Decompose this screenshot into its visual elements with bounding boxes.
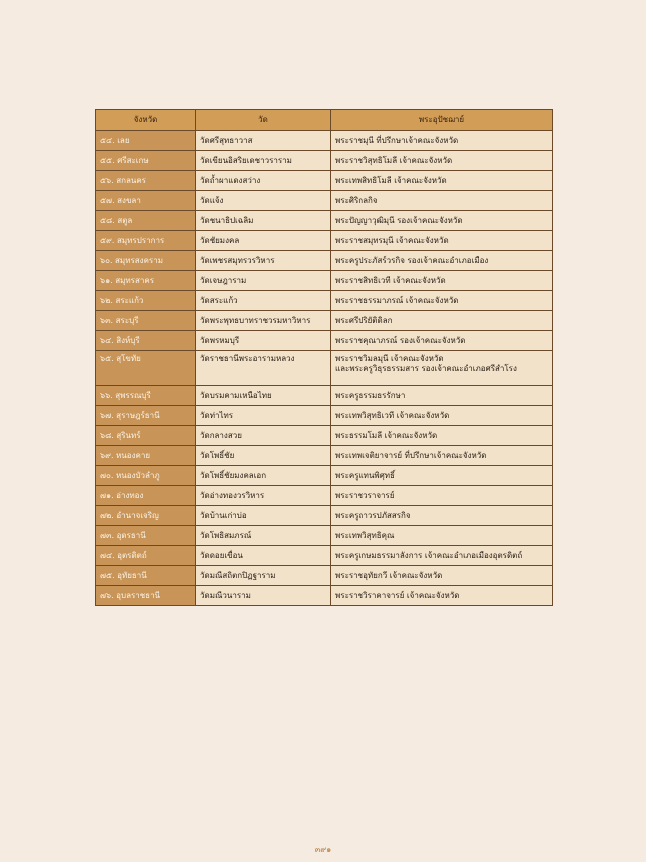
preceptor-line: พระราชมุนี ที่ปรึกษาเจ้าคณะจังหวัด bbox=[335, 135, 459, 145]
table-header-row bbox=[96, 110, 553, 131]
preceptor-line: พระเทพสิทธิโมลี เจ้าคณะจังหวัด bbox=[335, 175, 447, 185]
preceptor-cell bbox=[331, 466, 553, 486]
table-row bbox=[96, 231, 553, 251]
table-row bbox=[96, 426, 553, 446]
province-cell: ๗๐. หนองบัวลำภู bbox=[96, 466, 196, 486]
preceptor-cell bbox=[331, 506, 553, 526]
preceptor-cell bbox=[331, 406, 553, 426]
wat-cell: วัดท่าไทร bbox=[196, 406, 331, 426]
wat-cell: วัดมณีสถิตกปิฏฐาราม bbox=[196, 566, 331, 586]
province-cell: ๕๕. ศรีสะเกษ bbox=[96, 151, 196, 171]
province-cell: ๖๘. สุรินทร์ bbox=[96, 426, 196, 446]
wat-cell: วัดราชธานีพระอารามหลวง bbox=[196, 351, 331, 386]
table-row bbox=[96, 546, 553, 566]
province-cell: ๖๑. สมุทรสาคร bbox=[96, 271, 196, 291]
wat-cell: วัดดอยเขื่อน bbox=[196, 546, 331, 566]
preceptor-line: พระเทพวิสุทธิคุณ bbox=[335, 530, 395, 540]
header-province: จังหวัด bbox=[96, 110, 196, 131]
header-wat: วัด bbox=[196, 110, 331, 131]
table-row bbox=[96, 386, 553, 406]
preceptor-line: พระราชคุณาภรณ์ รองเจ้าคณะจังหวัด bbox=[335, 335, 466, 345]
table-row bbox=[96, 466, 553, 486]
province-cell: ๖๒. สระแก้ว bbox=[96, 291, 196, 311]
preceptor-cell bbox=[331, 446, 553, 466]
table-row bbox=[96, 271, 553, 291]
wat-cell: วัดเจษฎาราม bbox=[196, 271, 331, 291]
wat-cell: วัดโพธิสมภรณ์ bbox=[196, 526, 331, 546]
preceptor-line: พระราชอุทัยกวี เจ้าคณะจังหวัด bbox=[335, 570, 443, 580]
table-row bbox=[96, 311, 553, 331]
province-cell: ๖๕. สุโขทัย bbox=[96, 351, 196, 386]
table-row bbox=[96, 406, 553, 426]
preceptor-line: พระราชวิสุทธิโมลี เจ้าคณะจังหวัด bbox=[335, 155, 453, 165]
preceptor-line: พระศิริกลกิจ bbox=[335, 195, 378, 205]
table-row bbox=[96, 331, 553, 351]
wat-cell: วัดสระแก้ว bbox=[196, 291, 331, 311]
province-cell: ๗๔. อุตรดิตถ์ bbox=[96, 546, 196, 566]
table-row bbox=[96, 446, 553, 466]
province-cell: ๕๘. สตูล bbox=[96, 211, 196, 231]
preceptor-cell bbox=[331, 191, 553, 211]
preceptor-cell bbox=[331, 586, 553, 606]
preceptor-line: พระเทพเจติยาจารย์ ที่ปรึกษาเจ้าคณะจังหวัด bbox=[335, 450, 487, 460]
preceptor-line: พระครูธรรมธรรักษา bbox=[335, 390, 406, 400]
table-row bbox=[96, 211, 553, 231]
table-row bbox=[96, 291, 553, 311]
preceptor-line: พระราชวราจารย์ bbox=[335, 490, 395, 500]
province-cell: ๗๒. อำนาจเจริญ bbox=[96, 506, 196, 526]
wat-cell: วัดบรมคามเหนือไทย bbox=[196, 386, 331, 406]
preceptor-line: พระธรรมโมลี เจ้าคณะจังหวัด bbox=[335, 430, 438, 440]
table-row bbox=[96, 526, 553, 546]
preceptor-line: พระครูถาวรปภัสสรกิจ bbox=[335, 510, 411, 520]
wat-cell: วัดแจ้ง bbox=[196, 191, 331, 211]
wat-cell: วัดถ้ำผาแดงสว่าง bbox=[196, 171, 331, 191]
wat-cell: วัดโพธิ์ชัยมงคลเอก bbox=[196, 466, 331, 486]
wat-cell: วัดพรหมบุรี bbox=[196, 331, 331, 351]
table-row bbox=[96, 171, 553, 191]
province-cell: ๕๗. สงขลา bbox=[96, 191, 196, 211]
page-number: ๓๙๑ bbox=[314, 845, 332, 854]
province-cell: ๗๑. อ่างทอง bbox=[96, 486, 196, 506]
preceptor-cell bbox=[331, 151, 553, 171]
preceptor-line: พระครูเกษมธรรมาลังการ เจ้าคณะอำเภอเมืองอุตรดิตถ์ bbox=[335, 550, 523, 560]
header-preceptor: พระอุปัชฌาย์ bbox=[331, 110, 553, 131]
province-cell: ๕๔. เลย bbox=[96, 131, 196, 151]
preceptor-line: พระเทพวิสุทธิเวที เจ้าคณะจังหวัด bbox=[335, 410, 450, 420]
preceptor-cell bbox=[331, 311, 553, 331]
table-row bbox=[96, 586, 553, 606]
table-row bbox=[96, 251, 553, 271]
province-cell: ๗๕. อุทัยธานี bbox=[96, 566, 196, 586]
preceptor-cell bbox=[331, 231, 553, 251]
table-row bbox=[96, 566, 553, 586]
preceptor-line: พระศรีปริยัติดิลก bbox=[335, 315, 393, 325]
preceptor-cell bbox=[331, 546, 553, 566]
table-row bbox=[96, 486, 553, 506]
wat-cell: วัดโพธิ์ชัย bbox=[196, 446, 331, 466]
wat-cell: วัดชนาธิปเฉลิม bbox=[196, 211, 331, 231]
preceptor-cell bbox=[331, 291, 553, 311]
wat-cell: วัดชัยมงคล bbox=[196, 231, 331, 251]
wat-cell: วัดเพชรสมุทรวรวิหาร bbox=[196, 251, 331, 271]
province-cell: ๕๖. สกลนคร bbox=[96, 171, 196, 191]
wat-cell: วัดบ้านเก่าบ่อ bbox=[196, 506, 331, 526]
province-cell: ๗๖. อุบลราชธานี bbox=[96, 586, 196, 606]
table-body bbox=[96, 131, 553, 606]
preceptor-line: พระราชธรรมาภรณ์ เจ้าคณะจังหวัด bbox=[335, 295, 459, 305]
preceptor-line: พระราชสิทธิเวที เจ้าคณะจังหวัด bbox=[335, 275, 446, 285]
preceptor-cell bbox=[331, 426, 553, 446]
preceptor-cell bbox=[331, 211, 553, 231]
table-row bbox=[96, 151, 553, 171]
preceptor-cell bbox=[331, 131, 553, 151]
province-cell: ๖๗. สุราษฎร์ธานี bbox=[96, 406, 196, 426]
table-row bbox=[96, 131, 553, 151]
preceptor-cell bbox=[331, 271, 553, 291]
wat-cell: วัดมณีวนาราม bbox=[196, 586, 331, 606]
province-cell: ๖๙. หนองคาย bbox=[96, 446, 196, 466]
preceptor-line: และพระครูวิธุรธรรมสาร รองเจ้าคณะอำเภอศรีสำโรง bbox=[335, 364, 517, 373]
province-cell: ๕๙. สมุทรปราการ bbox=[96, 231, 196, 251]
province-cell: ๖๐. สมุทรสงคราม bbox=[96, 251, 196, 271]
wat-cell: วัดกลางสวย bbox=[196, 426, 331, 446]
province-cell: ๖๖. สุพรรณบุรี bbox=[96, 386, 196, 406]
preceptor-cell bbox=[331, 171, 553, 191]
preceptor-line: พระครูแทนพิศุทธิ์ bbox=[335, 470, 395, 480]
preceptor-line: พระราชวิราคาจารย์ เจ้าคณะจังหวัด bbox=[335, 590, 460, 600]
preceptor-cell bbox=[331, 526, 553, 546]
province-cell: ๗๓. อุดรธานี bbox=[96, 526, 196, 546]
preceptor-cell bbox=[331, 331, 553, 351]
preceptor-line: พระราชวิมลมุนี เจ้าคณะจังหวัด bbox=[335, 354, 444, 363]
preceptor-line: พระปัญญาวุฒิมุนี รองเจ้าคณะจังหวัด bbox=[335, 215, 463, 225]
table-row bbox=[96, 506, 553, 526]
preceptor-table bbox=[95, 109, 553, 606]
table-row bbox=[96, 351, 553, 386]
preceptor-cell bbox=[331, 351, 553, 386]
preceptor-cell bbox=[331, 251, 553, 271]
preceptor-cell bbox=[331, 566, 553, 586]
wat-cell: วัดพระพุทธบาทราชวรมหาวิหาร bbox=[196, 311, 331, 331]
preceptor-cell bbox=[331, 486, 553, 506]
province-cell: ๖๓. สระบุรี bbox=[96, 311, 196, 331]
preceptor-line: พระราชสมุทรมุนี เจ้าคณะจังหวัด bbox=[335, 235, 449, 245]
wat-cell: วัดศรีสุทธาวาส bbox=[196, 131, 331, 151]
preceptor-line: พระครูประภัสร์วรกิจ รองเจ้าคณะอำเภอเมือง bbox=[335, 255, 489, 265]
wat-cell: วัดอ่างทองวรวิหาร bbox=[196, 486, 331, 506]
province-cell: ๖๔. สิงห์บุรี bbox=[96, 331, 196, 351]
preceptor-cell bbox=[331, 386, 553, 406]
table-row bbox=[96, 191, 553, 211]
wat-cell: วัดเขียนอิสริยเดชาวราราม bbox=[196, 151, 331, 171]
